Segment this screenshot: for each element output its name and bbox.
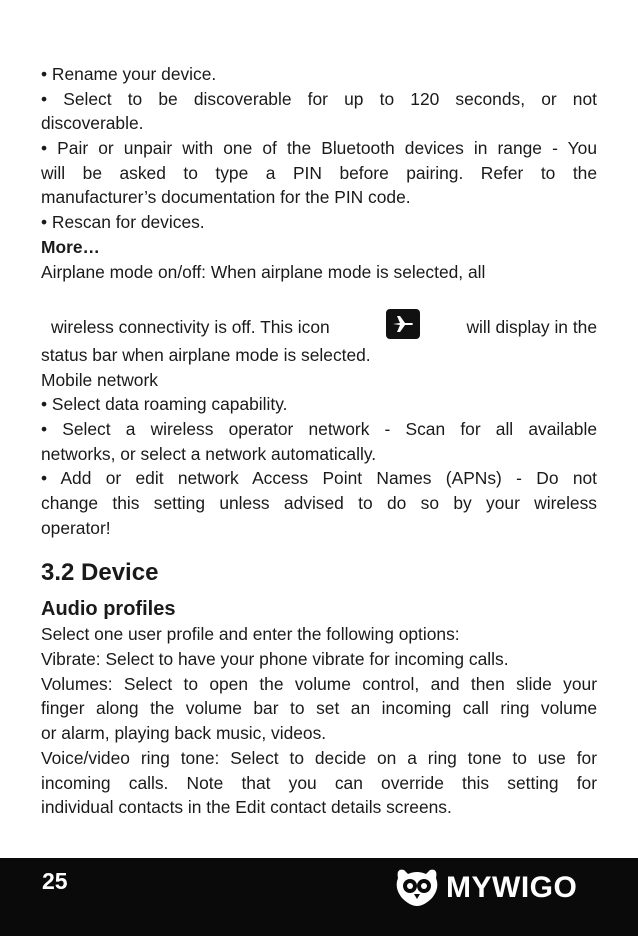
text-line: • Select data roaming capability. xyxy=(41,394,288,415)
text-line: • Pair or unpair with one of the Bluetooth devices in range - You xyxy=(41,138,597,159)
airplane-text-before: wireless connectivity is off. This icon xyxy=(51,316,330,337)
brand-logo xyxy=(394,864,577,912)
text-line: • Add or edit network Access Point Names (APNs) - Do not xyxy=(41,468,597,489)
airplane-text-after: will display in the xyxy=(466,316,597,337)
subsection-title: Audio profiles xyxy=(41,598,176,621)
text-line: • Select to be discoverable for up to 120 seconds, or not xyxy=(41,88,597,109)
owl-logo-icon xyxy=(394,864,440,913)
page-content xyxy=(41,62,597,820)
text-line: incoming calls. Note that you can override this setting for xyxy=(41,772,597,793)
text-line: status bar when airplane mode is selected. xyxy=(41,344,371,365)
text-line: will be asked to type a PIN before pairing. Refer to the xyxy=(41,162,597,183)
text-line: networks, or select a network automatically. xyxy=(41,443,377,464)
section-title: 3.2 Device xyxy=(41,559,159,587)
text-line: • Rescan for devices. xyxy=(41,212,205,233)
mobile-network-heading: Mobile network xyxy=(41,369,158,390)
text-line: discoverable. xyxy=(41,113,144,134)
text-line: individual contacts in the Edit contact details screens. xyxy=(41,797,452,818)
more-heading: More… xyxy=(41,236,100,257)
airplane-mode-text: Airplane mode on/off: When airplane mode is selected, all xyxy=(41,261,486,282)
airplane-icon xyxy=(386,309,420,339)
text-line: Voice/video ring tone: Select to decide on a ring tone to use for xyxy=(41,747,597,768)
text-line: • Select a wireless operator network - Scan for all available xyxy=(41,418,597,439)
text-line: finger along the volume bar to set an incoming call ring volume xyxy=(41,698,597,719)
text-line: or alarm, playing back music, videos. xyxy=(41,723,327,744)
airplane-icon-line xyxy=(41,311,597,343)
text-line: Select one user profile and enter the following options: xyxy=(41,624,460,645)
text-line: • Rename your device. xyxy=(41,64,217,84)
text-line: Volumes: Select to open the volume control, and then slide your xyxy=(41,673,597,694)
text-line: change this setting unless advised to do so by your wireless xyxy=(41,493,597,513)
text-line: operator! xyxy=(41,517,111,538)
text-line: Vibrate: Select to have your phone vibrate for incoming calls. xyxy=(41,649,509,670)
text-line: manufacturer’s documentation for the PIN code. xyxy=(41,187,411,208)
page-footer xyxy=(0,858,638,936)
brand-name: MYWIGO xyxy=(446,871,578,904)
page-number: 25 xyxy=(42,868,68,894)
